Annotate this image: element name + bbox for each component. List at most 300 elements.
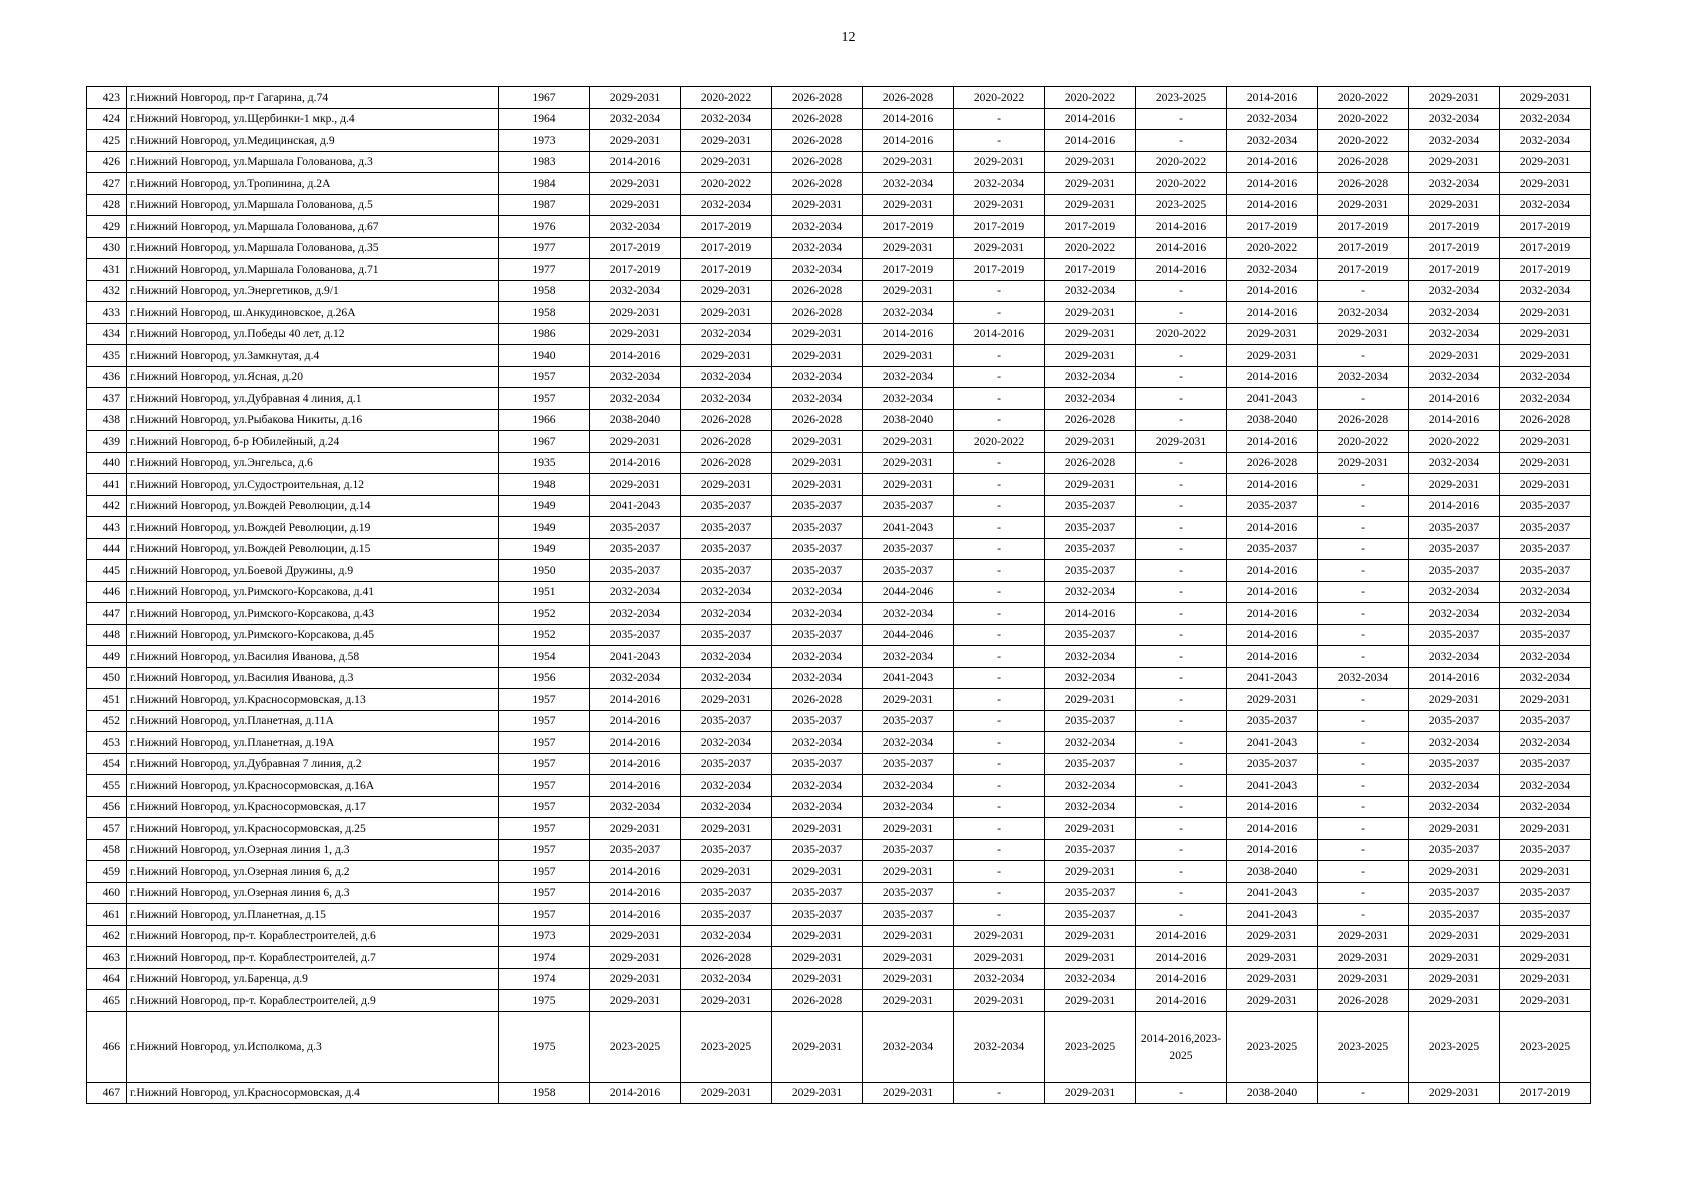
period-col-10-cell: 2029-2031 — [1409, 345, 1500, 367]
period-col-10-cell: 2029-2031 — [1409, 861, 1500, 883]
address-cell: г.Нижний Новгород, ул.Баренца, д.9 — [127, 968, 499, 990]
period-col-10-cell: 2035-2037 — [1409, 624, 1500, 646]
year-built-cell: 1974 — [499, 968, 590, 990]
row-number-cell: 424 — [87, 108, 127, 130]
period-col-5-cell: - — [954, 517, 1045, 539]
period-col-6-cell: 2035-2037 — [1045, 753, 1136, 775]
period-col-6-cell: 2032-2034 — [1045, 796, 1136, 818]
period-col-4-cell: 2035-2037 — [863, 904, 954, 926]
year-built-cell: 1956 — [499, 667, 590, 689]
period-col-3-cell: 2029-2031 — [772, 452, 863, 474]
year-built-cell: 1977 — [499, 259, 590, 281]
period-col-7-cell: - — [1136, 345, 1227, 367]
address-cell: г.Нижний Новгород, пр-т Гагарина, д.74 — [127, 87, 499, 109]
period-col-5-cell: - — [954, 603, 1045, 625]
period-col-9-cell: 2026-2028 — [1318, 409, 1409, 431]
period-col-11-cell: 2017-2019 — [1500, 259, 1591, 281]
period-col-8-cell: 2014-2016 — [1227, 603, 1318, 625]
period-col-1-cell: 2029-2031 — [590, 947, 681, 969]
period-col-4-cell: 2035-2037 — [863, 839, 954, 861]
period-col-11-cell: 2029-2031 — [1500, 173, 1591, 195]
period-col-2-cell: 2029-2031 — [681, 302, 772, 324]
period-col-6-cell: 2035-2037 — [1045, 904, 1136, 926]
period-col-11-cell: 2032-2034 — [1500, 603, 1591, 625]
period-col-6-cell: 2032-2034 — [1045, 581, 1136, 603]
address-cell: г.Нижний Новгород, ул.Ясная, д.20 — [127, 366, 499, 388]
period-col-2-cell: 2017-2019 — [681, 237, 772, 259]
period-col-11-cell: 2029-2031 — [1500, 968, 1591, 990]
table-row — [87, 796, 1591, 818]
table-row — [87, 839, 1591, 861]
period-col-6-cell: 2026-2028 — [1045, 452, 1136, 474]
period-col-11-cell: 2035-2037 — [1500, 882, 1591, 904]
period-col-10-cell: 2029-2031 — [1409, 689, 1500, 711]
period-col-9-cell: - — [1318, 796, 1409, 818]
period-col-7-cell: - — [1136, 904, 1227, 926]
period-col-10-cell: 2017-2019 — [1409, 237, 1500, 259]
period-col-8-cell: 2035-2037 — [1227, 753, 1318, 775]
period-col-2-cell: 2026-2028 — [681, 431, 772, 453]
row-number-cell: 439 — [87, 431, 127, 453]
period-col-10-cell: 2032-2034 — [1409, 323, 1500, 345]
period-col-7-cell: - — [1136, 775, 1227, 797]
period-col-5-cell: - — [954, 345, 1045, 367]
period-col-10-cell: 2032-2034 — [1409, 108, 1500, 130]
period-col-11-cell: 2029-2031 — [1500, 323, 1591, 345]
period-col-5-cell: - — [954, 280, 1045, 302]
period-col-2-cell: 2035-2037 — [681, 538, 772, 560]
row-number-cell: 457 — [87, 818, 127, 840]
period-col-7-cell: 2014-2016 — [1136, 259, 1227, 281]
period-col-5-cell: 2020-2022 — [954, 87, 1045, 109]
period-col-3-cell: 2029-2031 — [772, 1082, 863, 1104]
address-cell: г.Нижний Новгород, ул.Озерная линия 1, д.3 — [127, 839, 499, 861]
period-col-1-cell: 2035-2037 — [590, 517, 681, 539]
row-number-cell: 450 — [87, 667, 127, 689]
period-col-8-cell: 2017-2019 — [1227, 216, 1318, 238]
period-col-3-cell: 2035-2037 — [772, 560, 863, 582]
address-cell: г.Нижний Новгород, ул.Исполкома, д.3 — [127, 1011, 499, 1082]
period-col-10-cell: 2029-2031 — [1409, 947, 1500, 969]
period-col-5-cell: 2029-2031 — [954, 237, 1045, 259]
period-col-3-cell: 2032-2034 — [772, 237, 863, 259]
row-number-cell: 442 — [87, 495, 127, 517]
period-col-9-cell: - — [1318, 753, 1409, 775]
period-col-10-cell: 2035-2037 — [1409, 839, 1500, 861]
row-number-cell: 434 — [87, 323, 127, 345]
row-number-cell: 458 — [87, 839, 127, 861]
period-col-2-cell: 2026-2028 — [681, 452, 772, 474]
period-col-11-cell: 2029-2031 — [1500, 345, 1591, 367]
period-col-10-cell: 2035-2037 — [1409, 517, 1500, 539]
period-col-7-cell: - — [1136, 409, 1227, 431]
period-col-9-cell: 2023-2025 — [1318, 1011, 1409, 1082]
period-col-8-cell: 2014-2016 — [1227, 517, 1318, 539]
period-col-7-cell: 2023-2025 — [1136, 87, 1227, 109]
address-cell: г.Нижний Новгород, ул.Маршала Голованова, д.67 — [127, 216, 499, 238]
period-col-8-cell: 2035-2037 — [1227, 710, 1318, 732]
period-col-8-cell: 2014-2016 — [1227, 839, 1318, 861]
period-col-3-cell: 2026-2028 — [772, 151, 863, 173]
period-col-3-cell: 2035-2037 — [772, 495, 863, 517]
period-col-7-cell: 2020-2022 — [1136, 323, 1227, 345]
period-col-5-cell: - — [954, 753, 1045, 775]
period-col-8-cell: 2014-2016 — [1227, 646, 1318, 668]
period-col-3-cell: 2026-2028 — [772, 280, 863, 302]
period-col-5-cell: - — [954, 689, 1045, 711]
table-row — [87, 646, 1591, 668]
period-col-9-cell: 2020-2022 — [1318, 130, 1409, 152]
period-col-3-cell: 2032-2034 — [772, 775, 863, 797]
period-col-6-cell: 2032-2034 — [1045, 775, 1136, 797]
table-row — [87, 323, 1591, 345]
period-col-3-cell: 2029-2031 — [772, 431, 863, 453]
period-col-2-cell: 2032-2034 — [681, 323, 772, 345]
year-built-cell: 1957 — [499, 839, 590, 861]
address-cell: г.Нижний Новгород, ул.Вождей Революции, д.15 — [127, 538, 499, 560]
period-col-9-cell: - — [1318, 495, 1409, 517]
period-col-8-cell: 2014-2016 — [1227, 474, 1318, 496]
period-col-10-cell: 2029-2031 — [1409, 990, 1500, 1012]
period-col-8-cell: 2014-2016 — [1227, 560, 1318, 582]
period-col-2-cell: 2026-2028 — [681, 947, 772, 969]
period-col-6-cell: 2029-2031 — [1045, 323, 1136, 345]
period-col-1-cell: 2029-2031 — [590, 990, 681, 1012]
period-col-9-cell: 2020-2022 — [1318, 87, 1409, 109]
period-col-10-cell: 2032-2034 — [1409, 646, 1500, 668]
period-col-2-cell: 2017-2019 — [681, 259, 772, 281]
period-col-10-cell: 2035-2037 — [1409, 710, 1500, 732]
year-built-cell: 1957 — [499, 388, 590, 410]
period-col-6-cell: 2029-2031 — [1045, 345, 1136, 367]
period-col-6-cell: 2017-2019 — [1045, 259, 1136, 281]
row-number-cell: 453 — [87, 732, 127, 754]
period-col-7-cell: - — [1136, 667, 1227, 689]
address-cell: г.Нижний Новгород, ул.Красносормовская, д.4 — [127, 1082, 499, 1104]
period-col-5-cell: - — [954, 646, 1045, 668]
table-row — [87, 194, 1591, 216]
period-col-8-cell: 2041-2043 — [1227, 667, 1318, 689]
period-col-3-cell: 2035-2037 — [772, 753, 863, 775]
table-row — [87, 474, 1591, 496]
period-col-3-cell: 2026-2028 — [772, 173, 863, 195]
period-col-10-cell: 2029-2031 — [1409, 925, 1500, 947]
repair-schedule-table — [86, 86, 1591, 1104]
period-col-5-cell: 2032-2034 — [954, 173, 1045, 195]
row-number-cell: 460 — [87, 882, 127, 904]
period-col-10-cell: 2032-2034 — [1409, 173, 1500, 195]
year-built-cell: 1952 — [499, 603, 590, 625]
period-col-1-cell: 2032-2034 — [590, 366, 681, 388]
period-col-8-cell: 2038-2040 — [1227, 861, 1318, 883]
address-cell: г.Нижний Новгород, ул.Маршала Голованова, д.5 — [127, 194, 499, 216]
address-cell: г.Нижний Новгород, ул.Красносормовская, д.25 — [127, 818, 499, 840]
period-col-11-cell: 2023-2025 — [1500, 1011, 1591, 1082]
period-col-4-cell: 2032-2034 — [863, 796, 954, 818]
row-number-cell: 428 — [87, 194, 127, 216]
period-col-9-cell: 2029-2031 — [1318, 925, 1409, 947]
period-col-5-cell: - — [954, 839, 1045, 861]
period-col-6-cell: 2032-2034 — [1045, 667, 1136, 689]
table-row — [87, 345, 1591, 367]
period-col-10-cell: 2032-2034 — [1409, 302, 1500, 324]
period-col-7-cell: - — [1136, 796, 1227, 818]
year-built-cell: 1940 — [499, 345, 590, 367]
table-row — [87, 366, 1591, 388]
address-cell: г.Нижний Новгород, ул.Энгельса, д.6 — [127, 452, 499, 474]
year-built-cell: 1948 — [499, 474, 590, 496]
address-cell: г.Нижний Новгород, пр-т. Кораблестроителей, д.9 — [127, 990, 499, 1012]
period-col-5-cell: 2032-2034 — [954, 1011, 1045, 1082]
year-built-cell: 1957 — [499, 882, 590, 904]
table-row — [87, 818, 1591, 840]
row-number-cell: 441 — [87, 474, 127, 496]
period-col-9-cell: 2029-2031 — [1318, 452, 1409, 474]
address-cell: г.Нижний Новгород, ул.Красносормовская, д.13 — [127, 689, 499, 711]
period-col-4-cell: 2014-2016 — [863, 323, 954, 345]
period-col-7-cell: 2020-2022 — [1136, 173, 1227, 195]
period-col-6-cell: 2035-2037 — [1045, 882, 1136, 904]
period-col-8-cell: 2014-2016 — [1227, 581, 1318, 603]
period-col-10-cell: 2032-2034 — [1409, 775, 1500, 797]
period-col-7-cell: - — [1136, 495, 1227, 517]
period-col-8-cell: 2032-2034 — [1227, 108, 1318, 130]
period-col-11-cell: 2035-2037 — [1500, 624, 1591, 646]
period-col-7-cell: - — [1136, 302, 1227, 324]
period-col-2-cell: 2029-2031 — [681, 1082, 772, 1104]
year-built-cell: 1957 — [499, 732, 590, 754]
period-col-5-cell: - — [954, 1082, 1045, 1104]
table-row — [87, 87, 1591, 109]
period-col-3-cell: 2026-2028 — [772, 130, 863, 152]
period-col-10-cell: 2032-2034 — [1409, 732, 1500, 754]
period-col-3-cell: 2032-2034 — [772, 216, 863, 238]
period-col-8-cell: 2014-2016 — [1227, 302, 1318, 324]
period-col-6-cell: 2017-2019 — [1045, 216, 1136, 238]
period-col-5-cell: - — [954, 130, 1045, 152]
row-number-cell: 466 — [87, 1011, 127, 1082]
address-cell: г.Нижний Новгород, ш.Анкудиновское, д.26А — [127, 302, 499, 324]
year-built-cell: 1958 — [499, 280, 590, 302]
period-col-2-cell: 2032-2034 — [681, 925, 772, 947]
period-col-3-cell: 2032-2034 — [772, 581, 863, 603]
table-row — [87, 753, 1591, 775]
period-col-5-cell: - — [954, 388, 1045, 410]
period-col-2-cell: 2032-2034 — [681, 775, 772, 797]
period-col-4-cell: 2029-2031 — [863, 861, 954, 883]
period-col-9-cell: - — [1318, 517, 1409, 539]
period-col-3-cell: 2032-2034 — [772, 732, 863, 754]
period-col-11-cell: 2029-2031 — [1500, 474, 1591, 496]
period-col-9-cell: - — [1318, 775, 1409, 797]
period-col-3-cell: 2032-2034 — [772, 646, 863, 668]
year-built-cell: 1949 — [499, 517, 590, 539]
period-col-6-cell: 2029-2031 — [1045, 689, 1136, 711]
period-col-8-cell: 2029-2031 — [1227, 323, 1318, 345]
period-col-4-cell: 2035-2037 — [863, 710, 954, 732]
year-built-cell: 1957 — [499, 904, 590, 926]
period-col-5-cell: - — [954, 775, 1045, 797]
period-col-7-cell: 2020-2022 — [1136, 151, 1227, 173]
period-col-4-cell: 2044-2046 — [863, 581, 954, 603]
period-col-1-cell: 2014-2016 — [590, 151, 681, 173]
period-col-9-cell: 2029-2031 — [1318, 968, 1409, 990]
address-cell: г.Нижний Новгород, ул.Планетная, д.19А — [127, 732, 499, 754]
table-row — [87, 968, 1591, 990]
table-row — [87, 947, 1591, 969]
row-number-cell: 447 — [87, 603, 127, 625]
period-col-11-cell: 2029-2031 — [1500, 689, 1591, 711]
period-col-1-cell: 2032-2034 — [590, 108, 681, 130]
year-built-cell: 1975 — [499, 990, 590, 1012]
period-col-6-cell: 2029-2031 — [1045, 861, 1136, 883]
period-col-9-cell: - — [1318, 388, 1409, 410]
period-col-11-cell: 2026-2028 — [1500, 409, 1591, 431]
period-col-3-cell: 2026-2028 — [772, 87, 863, 109]
period-col-7-cell: 2014-2016 — [1136, 968, 1227, 990]
period-col-1-cell: 2029-2031 — [590, 818, 681, 840]
period-col-9-cell: - — [1318, 538, 1409, 560]
period-col-6-cell: 2029-2031 — [1045, 925, 1136, 947]
table-row — [87, 388, 1591, 410]
row-number-cell: 425 — [87, 130, 127, 152]
period-col-1-cell: 2029-2031 — [590, 968, 681, 990]
period-col-9-cell: - — [1318, 560, 1409, 582]
period-col-3-cell: 2029-2031 — [772, 474, 863, 496]
address-cell: г.Нижний Новгород, ул.Маршала Голованова, д.35 — [127, 237, 499, 259]
address-cell: г.Нижний Новгород, ул.Вождей Революции, д.19 — [127, 517, 499, 539]
period-col-4-cell: 2017-2019 — [863, 216, 954, 238]
period-col-5-cell: 2020-2022 — [954, 431, 1045, 453]
period-col-9-cell: - — [1318, 732, 1409, 754]
period-col-11-cell: 2035-2037 — [1500, 538, 1591, 560]
row-number-cell: 426 — [87, 151, 127, 173]
table-row — [87, 925, 1591, 947]
year-built-cell: 1964 — [499, 108, 590, 130]
period-col-7-cell: 2014-2016 — [1136, 925, 1227, 947]
period-col-7-cell: - — [1136, 560, 1227, 582]
table-row — [87, 280, 1591, 302]
year-built-cell: 1983 — [499, 151, 590, 173]
period-col-4-cell: 2038-2040 — [863, 409, 954, 431]
period-col-6-cell: 2032-2034 — [1045, 968, 1136, 990]
period-col-9-cell: - — [1318, 345, 1409, 367]
row-number-cell: 435 — [87, 345, 127, 367]
year-built-cell: 1966 — [499, 409, 590, 431]
period-col-3-cell: 2029-2031 — [772, 968, 863, 990]
period-col-2-cell: 2035-2037 — [681, 517, 772, 539]
period-col-10-cell: 2032-2034 — [1409, 581, 1500, 603]
year-built-cell: 1957 — [499, 818, 590, 840]
period-col-5-cell: - — [954, 882, 1045, 904]
period-col-3-cell: 2029-2031 — [772, 323, 863, 345]
period-col-5-cell: - — [954, 560, 1045, 582]
period-col-4-cell: 2032-2034 — [863, 775, 954, 797]
period-col-7-cell: - — [1136, 624, 1227, 646]
address-cell: г.Нижний Новгород, ул.Озерная линия 6, д.2 — [127, 861, 499, 883]
address-cell: г.Нижний Новгород, ул.Красносормовская, д.16А — [127, 775, 499, 797]
row-number-cell: 427 — [87, 173, 127, 195]
period-col-9-cell: - — [1318, 818, 1409, 840]
period-col-4-cell: 2029-2031 — [863, 194, 954, 216]
period-col-1-cell: 2035-2037 — [590, 839, 681, 861]
period-col-9-cell: 2017-2019 — [1318, 216, 1409, 238]
period-col-7-cell: 2014-2016,2023-2025 — [1136, 1011, 1227, 1082]
period-col-1-cell: 2014-2016 — [590, 710, 681, 732]
period-col-1-cell: 2029-2031 — [590, 87, 681, 109]
period-col-9-cell: 2029-2031 — [1318, 947, 1409, 969]
period-col-11-cell: 2017-2019 — [1500, 237, 1591, 259]
period-col-6-cell: 2032-2034 — [1045, 366, 1136, 388]
period-col-1-cell: 2023-2025 — [590, 1011, 681, 1082]
period-col-4-cell: 2032-2034 — [863, 603, 954, 625]
address-cell: г.Нижний Новгород, ул.Победы 40 лет, д.12 — [127, 323, 499, 345]
period-col-2-cell: 2032-2034 — [681, 603, 772, 625]
period-col-7-cell: - — [1136, 732, 1227, 754]
period-col-9-cell: - — [1318, 710, 1409, 732]
period-col-10-cell: 2029-2031 — [1409, 194, 1500, 216]
period-col-7-cell: - — [1136, 753, 1227, 775]
period-col-5-cell: - — [954, 861, 1045, 883]
period-col-8-cell: 2029-2031 — [1227, 947, 1318, 969]
period-col-4-cell: 2029-2031 — [863, 237, 954, 259]
row-number-cell: 454 — [87, 753, 127, 775]
table-row — [87, 689, 1591, 711]
period-col-2-cell: 2032-2034 — [681, 667, 772, 689]
period-col-3-cell: 2032-2034 — [772, 388, 863, 410]
period-col-11-cell: 2029-2031 — [1500, 431, 1591, 453]
address-cell: г.Нижний Новгород, пр-т. Кораблестроителей, д.6 — [127, 925, 499, 947]
row-number-cell: 467 — [87, 1082, 127, 1104]
row-number-cell: 444 — [87, 538, 127, 560]
period-col-10-cell: 2035-2037 — [1409, 538, 1500, 560]
period-col-1-cell: 2017-2019 — [590, 237, 681, 259]
period-col-11-cell: 2035-2037 — [1500, 839, 1591, 861]
period-col-10-cell: 2020-2022 — [1409, 431, 1500, 453]
period-col-10-cell: 2023-2025 — [1409, 1011, 1500, 1082]
period-col-2-cell: 2035-2037 — [681, 710, 772, 732]
period-col-2-cell: 2020-2022 — [681, 87, 772, 109]
period-col-2-cell: 2020-2022 — [681, 173, 772, 195]
period-col-8-cell: 2029-2031 — [1227, 689, 1318, 711]
table-row — [87, 990, 1591, 1012]
period-col-11-cell: 2035-2037 — [1500, 753, 1591, 775]
period-col-10-cell: 2029-2031 — [1409, 968, 1500, 990]
period-col-7-cell: - — [1136, 581, 1227, 603]
period-col-8-cell: 2029-2031 — [1227, 968, 1318, 990]
period-col-10-cell: 2017-2019 — [1409, 259, 1500, 281]
period-col-1-cell: 2014-2016 — [590, 861, 681, 883]
period-col-6-cell: 2032-2034 — [1045, 732, 1136, 754]
period-col-10-cell: 2035-2037 — [1409, 904, 1500, 926]
row-number-cell: 445 — [87, 560, 127, 582]
period-col-5-cell: 2029-2031 — [954, 947, 1045, 969]
period-col-5-cell: - — [954, 904, 1045, 926]
period-col-1-cell: 2035-2037 — [590, 538, 681, 560]
period-col-2-cell: 2029-2031 — [681, 151, 772, 173]
period-col-9-cell: 2020-2022 — [1318, 431, 1409, 453]
period-col-6-cell: 2035-2037 — [1045, 624, 1136, 646]
period-col-2-cell: 2032-2034 — [681, 388, 772, 410]
period-col-1-cell: 2032-2034 — [590, 216, 681, 238]
page-number: 12 — [841, 30, 856, 45]
period-col-9-cell: - — [1318, 904, 1409, 926]
period-col-3-cell: 2032-2034 — [772, 366, 863, 388]
period-col-1-cell: 2014-2016 — [590, 345, 681, 367]
period-col-3-cell: 2032-2034 — [772, 667, 863, 689]
period-col-7-cell: - — [1136, 603, 1227, 625]
year-built-cell: 1949 — [499, 538, 590, 560]
